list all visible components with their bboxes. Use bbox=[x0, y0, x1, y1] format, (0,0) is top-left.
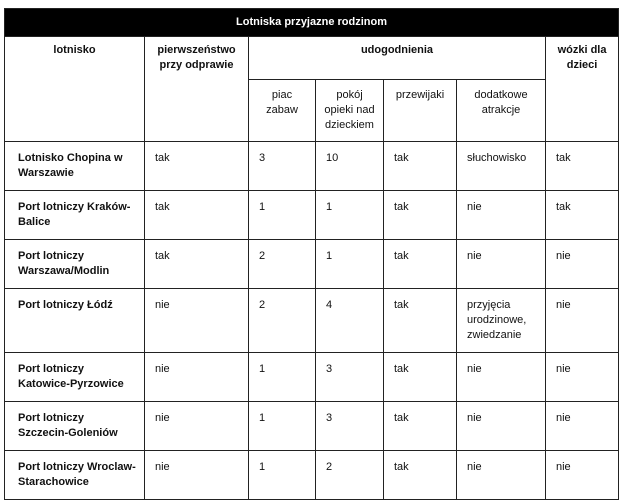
extra-attractions-value: nie bbox=[457, 190, 546, 239]
changing-tables-value: tak bbox=[384, 450, 457, 499]
strollers-value: nie bbox=[546, 401, 619, 450]
family-airports-table-container bbox=[4, 8, 618, 500]
playground-value: 1 bbox=[249, 190, 316, 239]
priority-value: tak bbox=[145, 239, 249, 288]
playground-value: 2 bbox=[249, 288, 316, 352]
playground-value: 1 bbox=[249, 450, 316, 499]
airport-name: Port lotniczy Wroclaw-Starachowice bbox=[5, 450, 145, 499]
airport-name: Port lotniczy Kraków-Balice bbox=[5, 190, 145, 239]
header-childcare-room: pokój opieki nad dzieckiem bbox=[316, 79, 384, 141]
changing-tables-value: tak bbox=[384, 239, 457, 288]
extra-attractions-value: nie bbox=[457, 352, 546, 401]
strollers-value: tak bbox=[546, 141, 619, 190]
table-row bbox=[5, 190, 619, 239]
strollers-value: nie bbox=[546, 288, 619, 352]
header-priority-continuation bbox=[145, 79, 249, 141]
airport-name: Port lotniczy Katowice-Pyrzowice bbox=[5, 352, 145, 401]
table-row bbox=[5, 352, 619, 401]
priority-value: nie bbox=[145, 352, 249, 401]
childcare-room-value: 1 bbox=[316, 190, 384, 239]
header-row bbox=[5, 37, 619, 80]
family-airports-table bbox=[4, 8, 619, 500]
childcare-room-value: 4 bbox=[316, 288, 384, 352]
strollers-value: tak bbox=[546, 190, 619, 239]
header-strollers-continuation bbox=[546, 79, 619, 141]
table-row bbox=[5, 450, 619, 499]
airport-name: Port lotniczy Szczecin-Goleniów bbox=[5, 401, 145, 450]
header-playground: piac zabaw bbox=[249, 79, 316, 141]
airport-name: Port lotniczy Łódź bbox=[5, 288, 145, 352]
changing-tables-value: tak bbox=[384, 190, 457, 239]
priority-value: tak bbox=[145, 141, 249, 190]
childcare-room-value: 1 bbox=[316, 239, 384, 288]
extra-attractions-value: nie bbox=[457, 401, 546, 450]
changing-tables-value: tak bbox=[384, 352, 457, 401]
priority-value: tak bbox=[145, 190, 249, 239]
playground-value: 2 bbox=[249, 239, 316, 288]
changing-tables-value: tak bbox=[384, 288, 457, 352]
table-row bbox=[5, 239, 619, 288]
header-extra-attractions: dodatkowe atrakcje bbox=[457, 79, 546, 141]
subheader-row bbox=[5, 79, 619, 141]
table-row bbox=[5, 401, 619, 450]
header-airport: lotnisko bbox=[5, 37, 145, 80]
playground-value: 1 bbox=[249, 401, 316, 450]
changing-tables-value: tak bbox=[384, 401, 457, 450]
header-priority: pierwszeństwo przy odprawie bbox=[145, 37, 249, 80]
table-row bbox=[5, 141, 619, 190]
extra-attractions-value: nie bbox=[457, 450, 546, 499]
priority-value: nie bbox=[145, 288, 249, 352]
changing-tables-value: tak bbox=[384, 141, 457, 190]
strollers-value: nie bbox=[546, 239, 619, 288]
header-strollers: wózki dla dzieci bbox=[546, 37, 619, 80]
playground-value: 3 bbox=[249, 141, 316, 190]
airport-name: Port lotniczy Warszawa/Modlin bbox=[5, 239, 145, 288]
extra-attractions-value: słuchowisko bbox=[457, 141, 546, 190]
playground-value: 1 bbox=[249, 352, 316, 401]
header-changing-tables: przewijaki bbox=[384, 79, 457, 141]
extra-attractions-value: nie bbox=[457, 239, 546, 288]
priority-value: nie bbox=[145, 401, 249, 450]
childcare-room-value: 2 bbox=[316, 450, 384, 499]
strollers-value: nie bbox=[546, 352, 619, 401]
childcare-room-value: 3 bbox=[316, 352, 384, 401]
header-facilities: udogodnienia bbox=[249, 37, 546, 80]
priority-value: nie bbox=[145, 450, 249, 499]
table-row bbox=[5, 288, 619, 352]
childcare-room-value: 3 bbox=[316, 401, 384, 450]
extra-attractions-value: przyjęcia urodzinowe, zwiedzanie bbox=[457, 288, 546, 352]
table-title: Lotniska przyjazne rodzinom bbox=[5, 9, 619, 37]
header-airport-continuation bbox=[5, 79, 145, 141]
childcare-room-value: 10 bbox=[316, 141, 384, 190]
strollers-value: nie bbox=[546, 450, 619, 499]
airport-name: Lotnisko Chopina w Warszawie bbox=[5, 141, 145, 190]
